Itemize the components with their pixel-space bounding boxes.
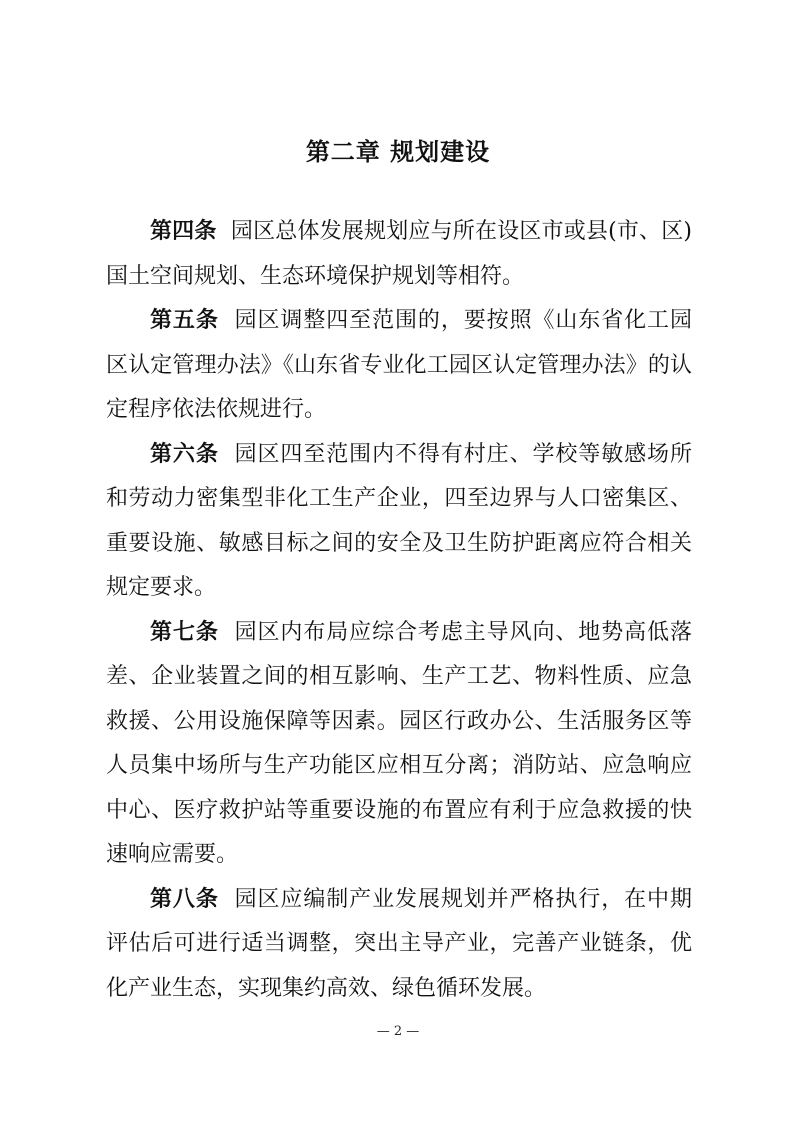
- page-number: — 2 —: [376, 1024, 420, 1039]
- document-body: [106, 210, 692, 1011]
- article-label: 第八条: [150, 886, 219, 912]
- chapter-title: 第二章 规划建设: [305, 138, 491, 166]
- article-label: 第四条: [150, 219, 217, 244]
- article-text: 园区四至范围内不得有村庄、学校等敏感场所和劳动力密集型非化工生产企业，四至边界与人口密集区、重要设施、敏感目标之间的安全及卫生防护距离应符合相关规定要求。: [106, 441, 692, 600]
- article-6: [106, 433, 692, 611]
- article-label: 第六条: [150, 441, 219, 467]
- article-5: [106, 299, 692, 433]
- article-label: 第五条: [150, 308, 219, 333]
- article-8: [106, 878, 692, 1012]
- article-7: [106, 611, 692, 878]
- article-text: 园区内布局应综合考虑主导风向、地势高低落差、企业装置之间的相互影响、生产工艺、物料性质、应急救援、公用设施保障等因素。园区行政办公、生活服务区等人员集中场所与生产功能区应相互分离；消防站、应急响应中心、医疗救护站等重要设施的布置应有利于应急救援的快速响应需要。: [106, 619, 692, 867]
- article-label: 第七条: [150, 619, 219, 645]
- article-text: 园区调整四至范围的，要按照《山东省化工园区认定管理办法》《山东省专业化工园区认定管理办法》的认定程序依法依规进行。: [106, 308, 692, 422]
- article-text: 园区应编制产业发展规划并严格执行，在中期评估后可进行适当调整，突出主导产业，完善产业链条，优化产业生态，实现集约高效、绿色循环发展。: [106, 886, 692, 1001]
- article-text: 园区总体发展规划应与所在设区市或县(市、区)国土空间规划、生态环境保护规划等相符。: [106, 219, 692, 289]
- article-4: [106, 210, 692, 299]
